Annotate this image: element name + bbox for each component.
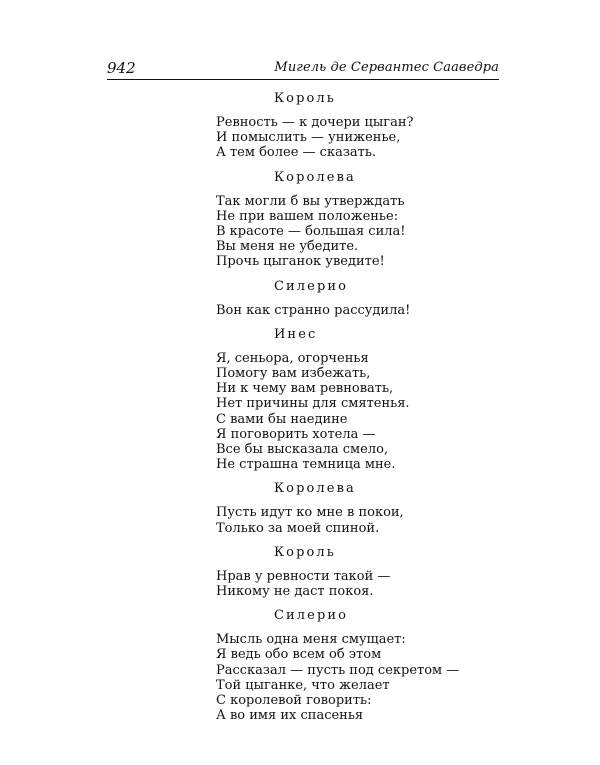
verse-line: Рассказал — пусть под секретом — (216, 662, 460, 678)
verse-line: Так могли б вы утверждать (216, 193, 405, 209)
verse-line: Мысль одна меня смущает: (216, 632, 406, 648)
verse-line: Пусть идут ко мне в покои, (216, 505, 404, 521)
verse-line: Ревность — к дочери цыган? (216, 115, 414, 130)
verse-line: Не страшна темница мне. (216, 457, 396, 473)
speaker-name: Король (274, 91, 336, 106)
page-header (107, 59, 499, 81)
verse-line: Все бы высказала смело, (216, 442, 389, 458)
speaker-name: Инес (274, 326, 318, 342)
verse-line: Прочь цыганок уведите! (216, 254, 385, 270)
dialogue (216, 90, 496, 731)
verse-line: Нет причины для смятенья. (216, 396, 410, 412)
speech-block (216, 303, 496, 318)
page-number: 942 (107, 59, 136, 77)
verse-line: Вы меня не убедите. (216, 239, 359, 255)
speaker-name: Королева (274, 481, 356, 497)
verse-line: И помыслить — униженье, (216, 130, 401, 146)
verse-line: В красоте — большая сила! (216, 224, 406, 240)
verse-line: А тем более — сказать. (216, 145, 377, 161)
verse-line: Я, сеньора, огорченья (216, 350, 369, 366)
verse-line: Никому не даст покоя. (216, 584, 374, 600)
speaker-name: Королева (274, 169, 356, 185)
speech-block (216, 194, 496, 270)
verse-line: Той цыганке, что желает (216, 677, 390, 693)
speech-block (216, 115, 496, 161)
speaker-name: Силерио (274, 608, 349, 624)
verse-line: Только за моей спиной. (216, 520, 380, 536)
speech-block (216, 351, 496, 473)
verse-line: С вами бы наедине (216, 411, 348, 427)
speech-block (216, 505, 496, 535)
speech-block (216, 569, 496, 599)
verse-line: С королевой говорить: (216, 693, 372, 709)
speaker-name: Король (274, 544, 336, 560)
verse-line: А во имя их спасенья (216, 708, 364, 724)
verse-line: Нрав у ревности такой — (216, 568, 391, 584)
verse-line: Я ведь обо всем об этом (216, 647, 382, 663)
verse-line: Я поговорить хотела — (216, 426, 376, 442)
running-title: Мигель де Сервантес Сааведра (274, 60, 499, 75)
verse-line: Ни к чему вам ревновать, (216, 381, 394, 397)
verse-line: Вон как странно рассудила! (216, 302, 411, 318)
verse-line: Помогу вам избежать, (216, 366, 371, 382)
header-rule (107, 79, 499, 80)
speech-block (216, 632, 496, 723)
speaker-name: Силерио (274, 278, 349, 294)
verse-line: Не при вашем положенье: (216, 208, 399, 224)
